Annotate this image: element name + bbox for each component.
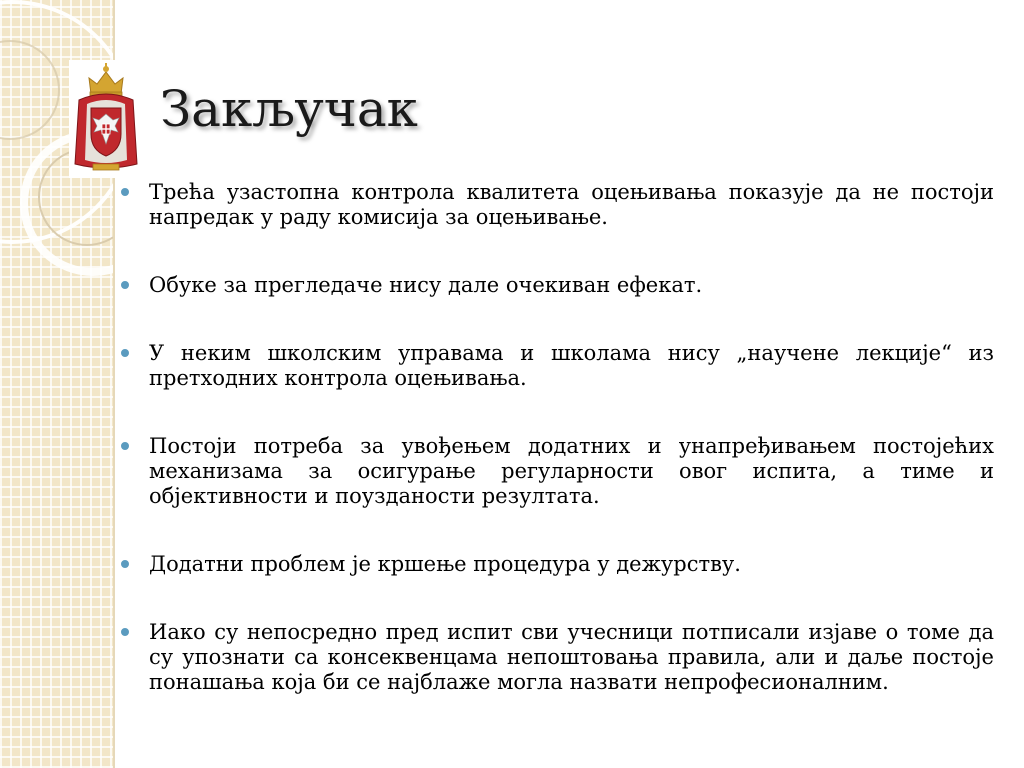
bullet-dot-icon — [121, 281, 129, 289]
serbian-coat-of-arms-icon — [69, 60, 143, 178]
bullet-text: Додатни проблем је кршење процедура у дежурству. — [149, 552, 741, 576]
bullet-list — [118, 180, 994, 695]
bullet-item — [118, 341, 994, 391]
bullet-text: Постоји потреба за увођењем додатних и унапређивањем постојећих механизама за осигурање регуларности овог испита, а тиме и објективности и поузданости резултата. — [149, 434, 994, 508]
bullet-dot-icon — [121, 188, 129, 196]
page-title: Закључак — [160, 80, 418, 138]
bullet-text: Трећа узастопна контрола квалитета оцењивања показује да не постоји напредак у раду комисија за оцењивање. — [149, 180, 994, 229]
bullet-dot-icon — [121, 442, 129, 450]
bullet-text: Обуке за прегледаче нису дале очекиван ефекат. — [149, 273, 703, 297]
bullet-dot-icon — [121, 560, 129, 568]
bullet-item — [118, 273, 994, 298]
bullet-text: Иако су непосредно пред испит сви учесници потписали изјаве о томе да су упознати са консеквенцама непоштовања правила, али и даље постоје понашања која би се најблаже могла назвати непрофесионалним. — [149, 620, 994, 694]
bullet-text: У неким школским управама и школама нису „научене лекције“ из претходних контрола оцењивања. — [149, 341, 994, 390]
coat-of-arms-frame — [69, 60, 143, 178]
bullet-item — [118, 552, 994, 577]
bullet-item — [118, 620, 994, 695]
bullet-item — [118, 434, 994, 509]
bullet-dot-icon — [121, 628, 129, 636]
bullet-dot-icon — [121, 349, 129, 357]
bullet-item — [118, 180, 994, 230]
